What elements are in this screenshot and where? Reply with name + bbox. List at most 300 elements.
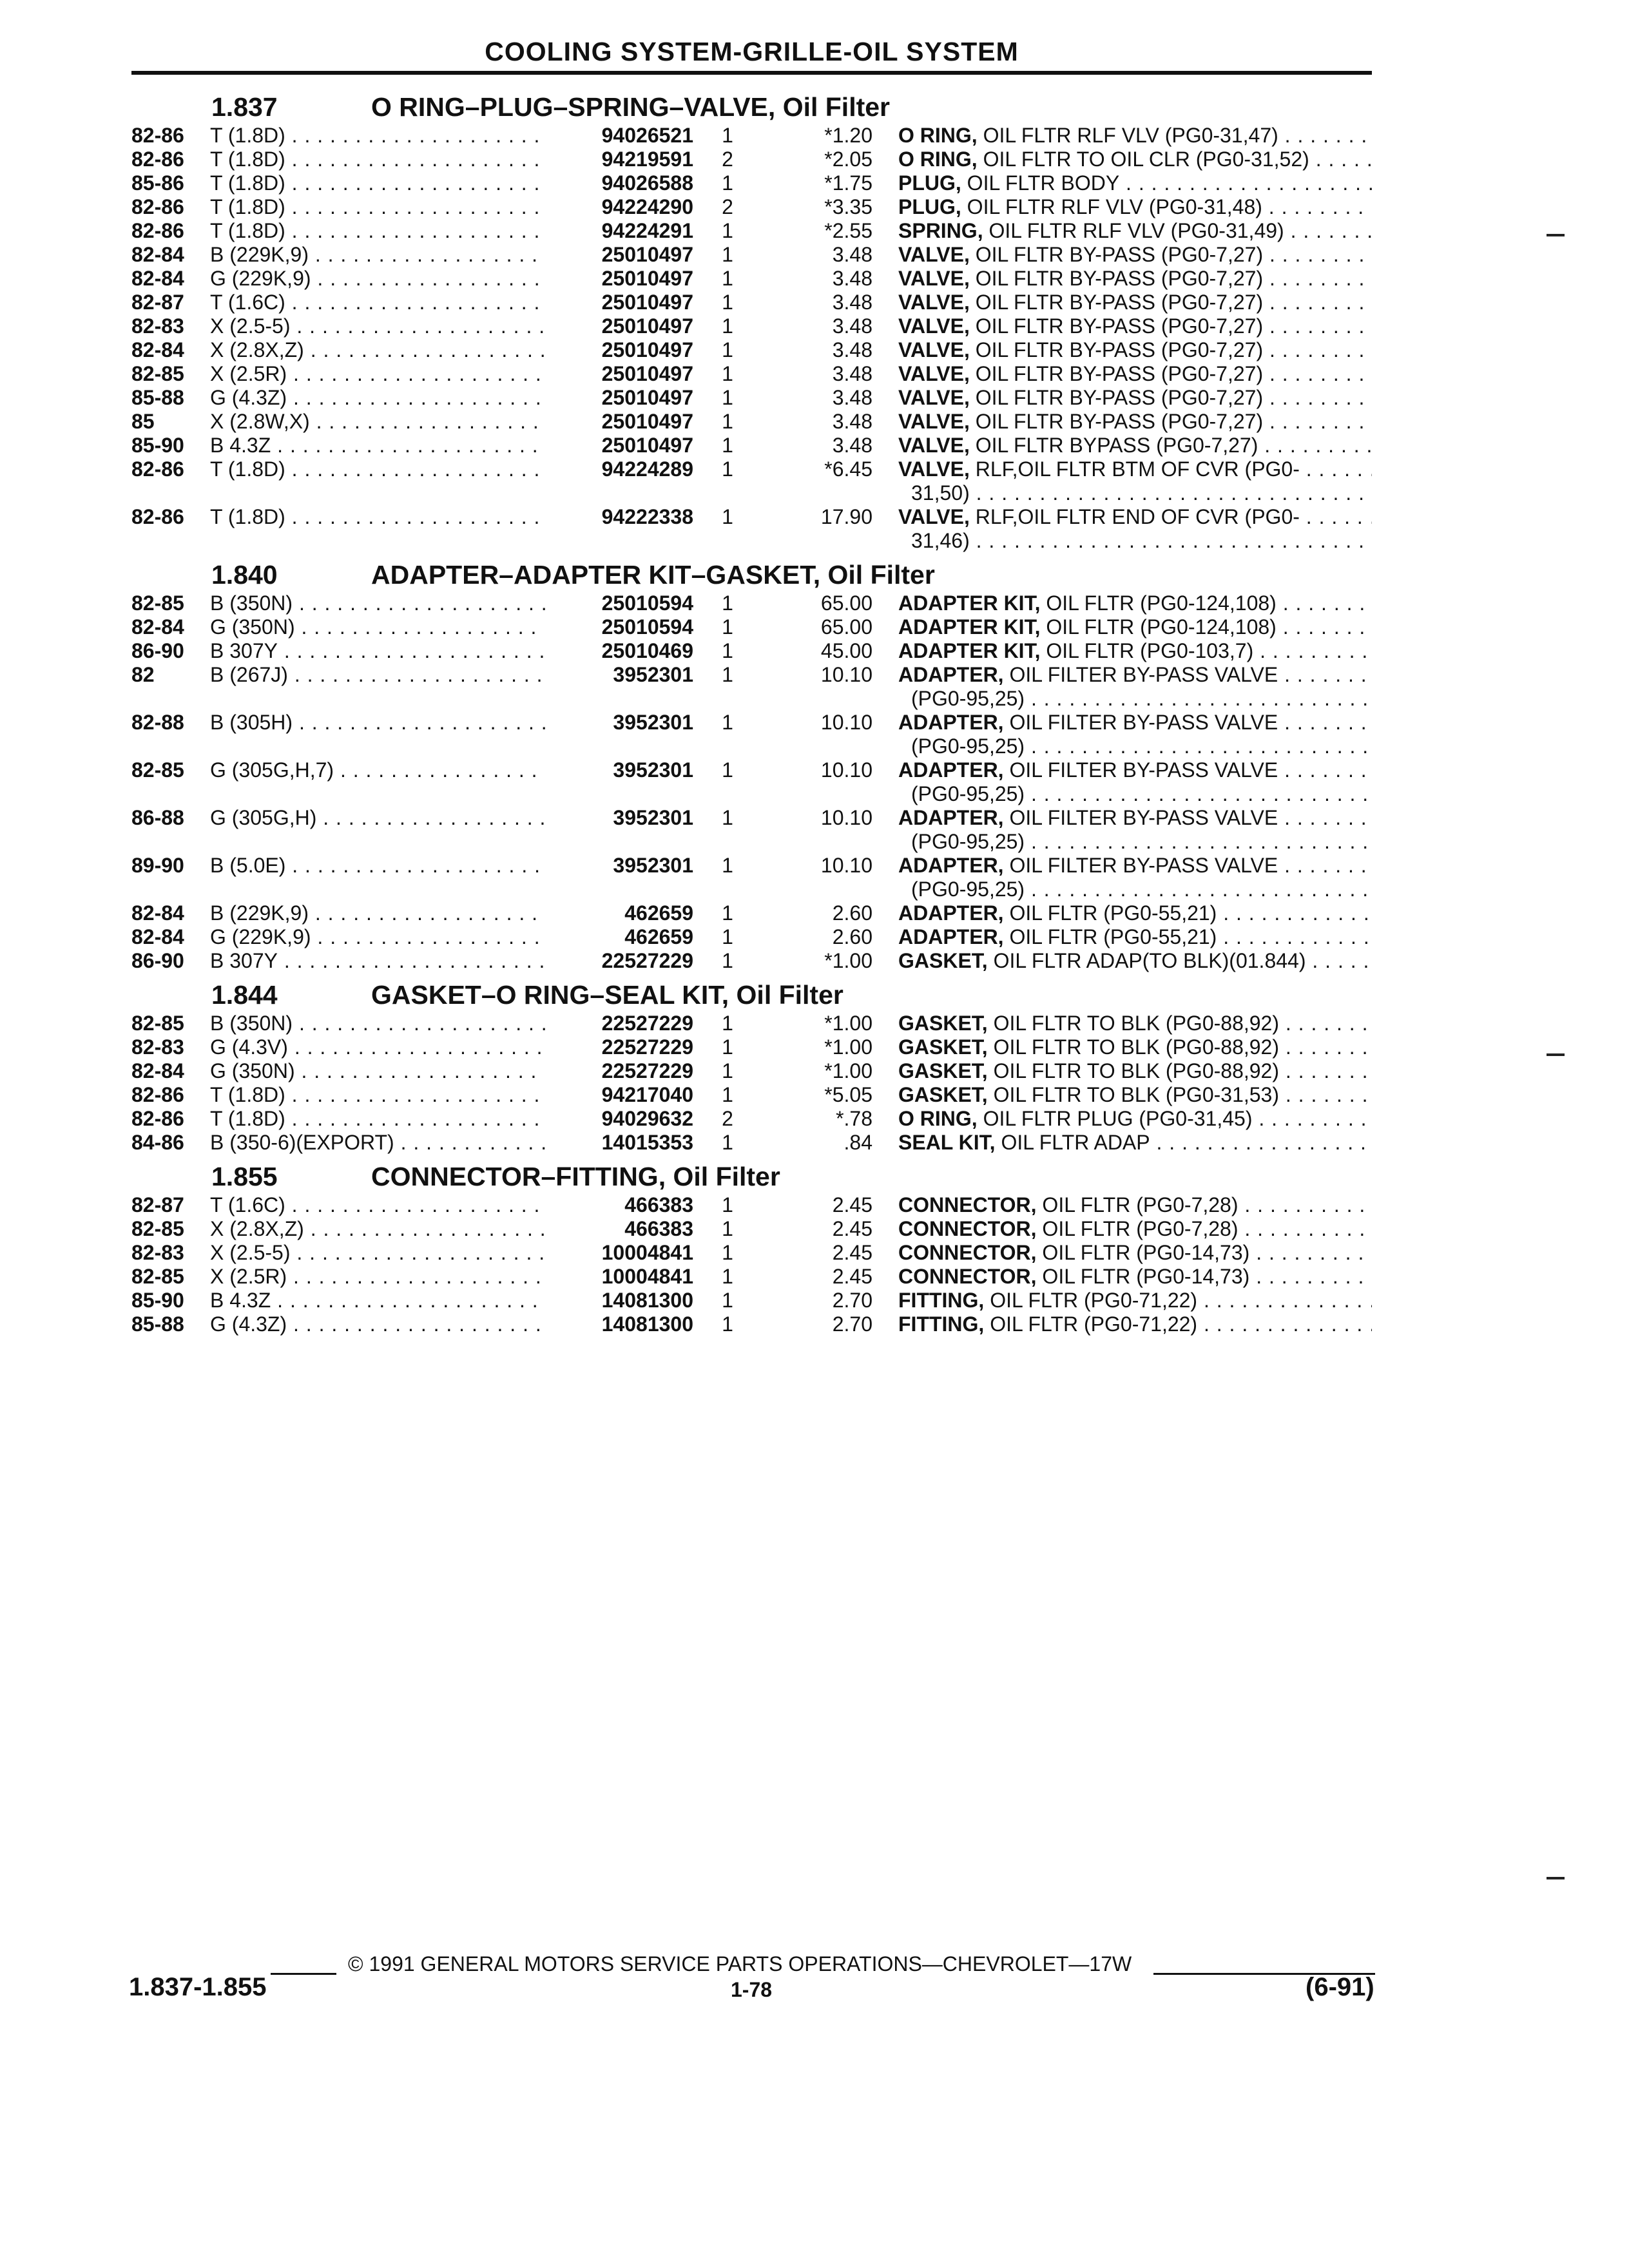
description-line — [898, 362, 1372, 386]
part-detail: OIL FLTR TO BLK (PG0-88,92) — [993, 1012, 1279, 1035]
quantity: 2 — [722, 195, 733, 218]
parts-row — [131, 457, 1372, 505]
description-line — [898, 1083, 1372, 1107]
model-engine: T (1.8D) . . . — [210, 124, 546, 148]
model-years: 85-90 — [131, 1289, 184, 1312]
description-line — [898, 949, 1372, 973]
model-engine: X (2.8X,Z) . . . — [210, 1217, 546, 1241]
parts-row — [131, 591, 1372, 615]
part-name: VALVE, — [898, 457, 970, 481]
quantity: 2 — [722, 148, 733, 171]
model-engine: T (1.8D) . . . — [210, 195, 546, 219]
revision-mark — [1547, 234, 1565, 236]
description-line — [898, 338, 1372, 362]
part-name: ADAPTER KIT, — [898, 615, 1041, 639]
part-name: VALVE, — [898, 386, 970, 409]
part-name: ADAPTER, — [898, 925, 1004, 948]
model-engine: G (350N) . . . — [210, 1059, 546, 1083]
part-detail: RLF,OIL FLTR BTM OF CVR (PG0- — [975, 457, 1300, 481]
price: 2.60 — [832, 925, 872, 948]
description-continuation — [898, 878, 1372, 901]
part-detail: OIL FLTR RLF VLV (PG0-31,47) — [983, 124, 1278, 147]
model-years: 82-87 — [131, 291, 184, 314]
parts-row — [131, 949, 1372, 973]
part-name: VALVE, — [898, 267, 970, 290]
part-detail: OIL FLTR TO BLK (PG0-88,92) — [993, 1035, 1279, 1059]
part-name: ADAPTER, — [898, 854, 1004, 877]
parts-row — [131, 758, 1372, 806]
model-years: 82-86 — [131, 124, 184, 147]
price: 2.45 — [832, 1217, 872, 1240]
part-name: ADAPTER, — [898, 711, 1004, 734]
part-name: VALVE, — [898, 505, 970, 528]
description-line — [898, 1012, 1372, 1035]
model-engine: T (1.8D) . . . — [210, 171, 546, 195]
quantity: 1 — [722, 663, 733, 686]
part-detail: OIL FLTR (PG0-14,73) — [1042, 1265, 1250, 1288]
description-line — [898, 758, 1372, 782]
price: .84 — [843, 1131, 872, 1154]
quantity: 1 — [722, 1059, 733, 1082]
price: *5.05 — [824, 1083, 872, 1106]
parts-row — [131, 1289, 1372, 1312]
part-detail: OIL FLTR BY-PASS (PG0-7,27) — [975, 267, 1264, 290]
parts-row — [131, 338, 1372, 362]
part-description — [898, 505, 1372, 553]
part-number: 14081300 — [545, 1312, 693, 1336]
part-description — [898, 1193, 1372, 1217]
parts-row — [131, 171, 1372, 195]
part-description — [898, 949, 1372, 973]
part-description — [898, 457, 1372, 505]
part-name: O RING, — [898, 124, 978, 147]
quantity: 1 — [722, 1193, 733, 1216]
description-line — [898, 925, 1372, 949]
part-detail: OIL FLTR (PG0-7,28) — [1042, 1193, 1239, 1216]
price: 10.10 — [820, 663, 872, 686]
quantity: 1 — [722, 386, 733, 409]
part-detail: OIL FLTR TO OIL CLR (PG0-31,52) — [983, 148, 1309, 171]
part-name: FITTING, — [898, 1289, 985, 1312]
parts-row — [131, 663, 1372, 711]
description-line — [898, 291, 1372, 314]
part-description — [898, 338, 1372, 362]
part-description — [898, 362, 1372, 386]
part-name: VALVE, — [898, 243, 970, 266]
parts-row — [131, 1131, 1372, 1155]
revision-mark — [1547, 1053, 1565, 1056]
price: 10.10 — [820, 758, 872, 782]
model-engine: T (1.8D) . . . — [210, 1107, 546, 1131]
part-number: 94224290 — [545, 195, 693, 219]
group-number: 1.840 — [211, 560, 278, 590]
part-detail: OIL FLTR (PG0-14,73) — [1042, 1241, 1250, 1264]
quantity: 1 — [722, 591, 733, 615]
description-line — [898, 314, 1372, 338]
part-detail: OIL FLTR TO BLK (PG0-31,53) — [993, 1083, 1279, 1106]
part-name: VALVE, — [898, 434, 970, 457]
revision-mark — [1547, 1877, 1565, 1879]
part-detail: OIL FLTR BY-PASS (PG0-7,27) — [975, 314, 1264, 338]
part-number: 462659 — [545, 925, 693, 949]
model-years: 82-83 — [131, 1035, 184, 1059]
parts-row — [131, 148, 1372, 171]
description-continuation — [898, 529, 1372, 553]
model-years: 82-86 — [131, 1083, 184, 1106]
description-line — [898, 1131, 1372, 1155]
model-years: 82-88 — [131, 711, 184, 734]
group-number: 1.855 — [211, 1162, 278, 1191]
price: 3.48 — [832, 434, 872, 457]
part-description — [898, 314, 1372, 338]
model-engine: B (5.0E) . . . — [210, 854, 546, 878]
description-line — [898, 267, 1372, 291]
description-continuation — [898, 830, 1372, 854]
quantity: 1 — [722, 639, 733, 662]
price: 3.48 — [832, 410, 872, 433]
model-engine: B (305H) . . . — [210, 711, 546, 735]
part-description — [898, 1289, 1372, 1312]
price: 3.48 — [832, 362, 872, 385]
quantity: 1 — [722, 1312, 733, 1336]
model-engine: X (2.5R) . . . — [210, 362, 546, 386]
part-detail: OIL FLTR ADAP — [1001, 1131, 1150, 1154]
description-line — [898, 386, 1372, 410]
model-years: 85-90 — [131, 434, 184, 457]
part-number: 25010497 — [545, 362, 693, 386]
description-line — [898, 1107, 1372, 1131]
model-years: 82-86 — [131, 457, 184, 481]
part-description — [898, 171, 1372, 195]
parts-row — [131, 195, 1372, 219]
model-engine: B 307Y . . . — [210, 949, 546, 973]
parts-row — [131, 615, 1372, 639]
description-line — [898, 148, 1372, 171]
part-description — [898, 148, 1372, 171]
part-number: 94026521 — [545, 124, 693, 148]
quantity: 1 — [722, 1241, 733, 1264]
quantity: 1 — [722, 219, 733, 242]
description-line — [898, 505, 1372, 529]
parts-row — [131, 1241, 1372, 1265]
model-years: 84-86 — [131, 1131, 184, 1154]
parts-row — [131, 639, 1372, 663]
description-line — [898, 615, 1372, 639]
parts-row — [131, 711, 1372, 758]
price: *1.00 — [824, 1012, 872, 1035]
part-detail: OIL FILTER BY-PASS VALVE — [1009, 806, 1278, 829]
group-heading — [131, 558, 1372, 591]
part-description — [898, 219, 1372, 243]
quantity: 1 — [722, 171, 733, 195]
part-name: O RING, — [898, 1107, 978, 1130]
part-number: 94029632 — [545, 1107, 693, 1131]
part-number: 25010497 — [545, 410, 693, 434]
part-name: CONNECTOR, — [898, 1193, 1037, 1216]
model-years: 82-84 — [131, 267, 184, 290]
part-number: 25010497 — [545, 314, 693, 338]
model-years: 82-85 — [131, 758, 184, 782]
part-number: 94217040 — [545, 1083, 693, 1107]
quantity: 2 — [722, 1107, 733, 1130]
price: 65.00 — [820, 591, 872, 615]
parts-row — [131, 219, 1372, 243]
price: 3.48 — [832, 314, 872, 338]
part-description — [898, 195, 1372, 219]
group-heading — [131, 90, 1372, 124]
part-detail: OIL FLTR (PG0-124,108) — [1046, 591, 1277, 615]
description-line — [898, 639, 1372, 663]
part-description — [898, 591, 1372, 615]
model-years: 82-83 — [131, 314, 184, 338]
part-detail-continued: 31,50) — [911, 481, 970, 505]
quantity: 1 — [722, 854, 733, 877]
group-title-sub: Oil Filter — [782, 92, 890, 122]
part-name: ADAPTER, — [898, 758, 1004, 782]
quantity: 1 — [722, 758, 733, 782]
parts-row — [131, 505, 1372, 553]
price: 3.48 — [832, 267, 872, 290]
part-name: VALVE, — [898, 362, 970, 385]
model-years: 82-84 — [131, 1059, 184, 1082]
description-line — [898, 124, 1372, 148]
price: *1.00 — [824, 1035, 872, 1059]
part-number: 3952301 — [545, 663, 693, 687]
part-number: 14081300 — [545, 1289, 693, 1312]
parts-row — [131, 410, 1372, 434]
group-title — [371, 92, 890, 122]
description-line — [898, 1035, 1372, 1059]
part-detail-continued: (PG0-95,25) — [911, 830, 1025, 853]
part-number: 466383 — [545, 1217, 693, 1241]
description-line — [898, 663, 1372, 687]
parts-row — [131, 925, 1372, 949]
part-detail: OIL FLTR (PG0-71,22) — [990, 1312, 1198, 1336]
part-description — [898, 124, 1372, 148]
part-detail: OIL FILTER BY-PASS VALVE — [1009, 663, 1278, 686]
parts-row — [131, 1012, 1372, 1035]
model-engine: G (4.3Z) . . . — [210, 1312, 546, 1336]
group-title-main: ADAPTER–ADAPTER KIT–GASKET, — [371, 560, 821, 590]
part-number: 462659 — [545, 901, 693, 925]
model-years: 82-85 — [131, 1217, 184, 1240]
part-description — [898, 1217, 1372, 1241]
part-number: 10004841 — [545, 1241, 693, 1265]
part-detail: OIL FLTR BY-PASS (PG0-7,27) — [975, 362, 1264, 385]
group-number: 1.844 — [211, 980, 278, 1010]
group-heading — [131, 978, 1372, 1012]
part-number: 94026588 — [545, 171, 693, 195]
part-detail: RLF,OIL FLTR END OF CVR (PG0- — [975, 505, 1300, 528]
parts-row — [131, 1217, 1372, 1241]
part-description — [898, 291, 1372, 314]
parts-row — [131, 291, 1372, 314]
part-description — [898, 434, 1372, 457]
quantity: 1 — [722, 1012, 733, 1035]
part-detail: OIL FLTR BY-PASS (PG0-7,27) — [975, 291, 1264, 314]
quantity: 1 — [722, 1083, 733, 1106]
description-line — [898, 243, 1372, 267]
part-number: 466383 — [545, 1193, 693, 1217]
description-line — [898, 591, 1372, 615]
description-line — [898, 854, 1372, 878]
group-title-main: O RING–PLUG–SPRING–VALVE, — [371, 92, 776, 122]
parts-row — [131, 434, 1372, 457]
part-description — [898, 758, 1372, 806]
part-name: SPRING, — [898, 219, 983, 242]
part-detail: OIL FLTR (PG0-55,21) — [1009, 925, 1217, 948]
price: 45.00 — [820, 639, 872, 662]
group-title — [371, 1162, 780, 1192]
part-description — [898, 1131, 1372, 1155]
quantity: 1 — [722, 1289, 733, 1312]
part-number: 25010497 — [545, 386, 693, 410]
quantity: 1 — [722, 949, 733, 972]
description-line — [898, 171, 1372, 195]
part-name: GASKET, — [898, 1035, 988, 1059]
price: 3.48 — [832, 243, 872, 266]
model-engine: X (2.5-5) . . . — [210, 1241, 546, 1265]
quantity: 1 — [722, 1131, 733, 1154]
parts-listing — [131, 85, 1372, 1336]
part-name: GASKET, — [898, 1012, 988, 1035]
price: *1.20 — [824, 124, 872, 147]
part-number: 22527229 — [545, 1059, 693, 1083]
description-line — [898, 1289, 1372, 1312]
parts-row — [131, 267, 1372, 291]
price: *.78 — [836, 1107, 872, 1130]
parts-row — [131, 124, 1372, 148]
model-years: 82-86 — [131, 1107, 184, 1130]
parts-row — [131, 243, 1372, 267]
model-engine: G (4.3Z) . . . — [210, 386, 546, 410]
parts-row — [131, 1312, 1372, 1336]
group-title-main: GASKET–O RING–SEAL KIT, — [371, 980, 729, 1010]
part-number: 25010497 — [545, 434, 693, 457]
model-engine: B (350N) . . . — [210, 591, 546, 615]
parts-row — [131, 1193, 1372, 1217]
part-description — [898, 663, 1372, 711]
part-description — [898, 410, 1372, 434]
description-line — [898, 1265, 1372, 1289]
part-description — [898, 925, 1372, 949]
part-number: 94219591 — [545, 148, 693, 171]
model-years: 85-88 — [131, 386, 184, 409]
model-years: 82-84 — [131, 243, 184, 266]
price: 2.45 — [832, 1241, 872, 1264]
quantity: 1 — [722, 291, 733, 314]
part-detail: OIL FLTR TO BLK (PG0-88,92) — [993, 1059, 1279, 1082]
part-name: PLUG, — [898, 171, 961, 195]
description-line — [898, 711, 1372, 735]
part-description — [898, 267, 1372, 291]
part-name: PLUG, — [898, 195, 961, 218]
description-line — [898, 1241, 1372, 1265]
description-line — [898, 410, 1372, 434]
price: 10.10 — [820, 711, 872, 734]
parts-row — [131, 1265, 1372, 1289]
parts-row — [131, 362, 1372, 386]
quantity: 1 — [722, 711, 733, 734]
model-years: 82-86 — [131, 505, 184, 528]
price: *1.75 — [824, 171, 872, 195]
description-line — [898, 195, 1372, 219]
price: 3.48 — [832, 386, 872, 409]
model-engine: T (1.8D) . . . — [210, 457, 546, 481]
part-description — [898, 1107, 1372, 1131]
description-line — [898, 434, 1372, 457]
part-number: 25010594 — [545, 615, 693, 639]
model-engine: B 4.3Z . . . — [210, 1289, 546, 1312]
model-years: 86-90 — [131, 949, 184, 972]
part-detail: OIL FLTR BY-PASS (PG0-7,27) — [975, 243, 1264, 266]
description-continuation — [898, 735, 1372, 758]
parts-row — [131, 1035, 1372, 1059]
part-detail: OIL FLTR BODY — [967, 171, 1120, 195]
description-line — [898, 806, 1372, 830]
model-engine: B (350-6)(EXPORT) . . . — [210, 1131, 546, 1155]
part-number: 22527229 — [545, 1012, 693, 1035]
part-description — [898, 639, 1372, 663]
footer-section-range: 1.837-1.855 — [129, 1973, 267, 2001]
part-detail: OIL FLTR PLUG (PG0-31,45) — [983, 1107, 1253, 1130]
quantity: 1 — [722, 1035, 733, 1059]
model-engine: B 307Y . . . — [210, 639, 546, 663]
group-title-sub: Oil Filter — [827, 560, 935, 590]
model-years: 82-85 — [131, 1265, 184, 1288]
model-engine: B (229K,9) . . . — [210, 243, 546, 267]
part-description — [898, 1035, 1372, 1059]
part-detail: OIL FILTER BY-PASS VALVE — [1009, 854, 1278, 877]
model-engine: G (305G,H,7) . . . — [210, 758, 546, 782]
group-title — [371, 560, 935, 590]
model-years: 85 — [131, 410, 155, 433]
part-description — [898, 1312, 1372, 1336]
part-name: ADAPTER, — [898, 901, 1004, 925]
model-engine: T (1.8D) . . . — [210, 148, 546, 171]
model-engine: X (2.8X,Z) . . . — [210, 338, 546, 362]
model-engine: G (350N) . . . — [210, 615, 546, 639]
group-title-main: CONNECTOR–FITTING, — [371, 1162, 666, 1191]
footer-rule-left — [271, 1973, 336, 1975]
quantity: 1 — [722, 124, 733, 147]
model-years: 82-85 — [131, 591, 184, 615]
part-name: GASKET, — [898, 949, 988, 972]
part-description — [898, 1241, 1372, 1265]
footer-date: (6-91) — [1306, 1973, 1374, 2001]
model-years: 82-86 — [131, 219, 184, 242]
parts-row — [131, 1107, 1372, 1131]
model-years: 82 — [131, 663, 155, 686]
price: 2.45 — [832, 1193, 872, 1216]
model-years: 86-88 — [131, 806, 184, 829]
part-name: VALVE, — [898, 338, 970, 361]
model-years: 82-84 — [131, 615, 184, 639]
part-detail: OIL FILTER BY-PASS VALVE — [1009, 758, 1278, 782]
part-number: 22527229 — [545, 1035, 693, 1059]
description-line — [898, 219, 1372, 243]
description-line — [898, 901, 1372, 925]
model-engine: B (350N) . . . — [210, 1012, 546, 1035]
parts-row — [131, 1059, 1372, 1083]
part-description — [898, 1265, 1372, 1289]
part-name: VALVE, — [898, 314, 970, 338]
part-number: 94224291 — [545, 219, 693, 243]
part-name: VALVE, — [898, 410, 970, 433]
price: 2.70 — [832, 1289, 872, 1312]
part-name: ADAPTER KIT, — [898, 639, 1041, 662]
price: *1.00 — [824, 949, 872, 972]
